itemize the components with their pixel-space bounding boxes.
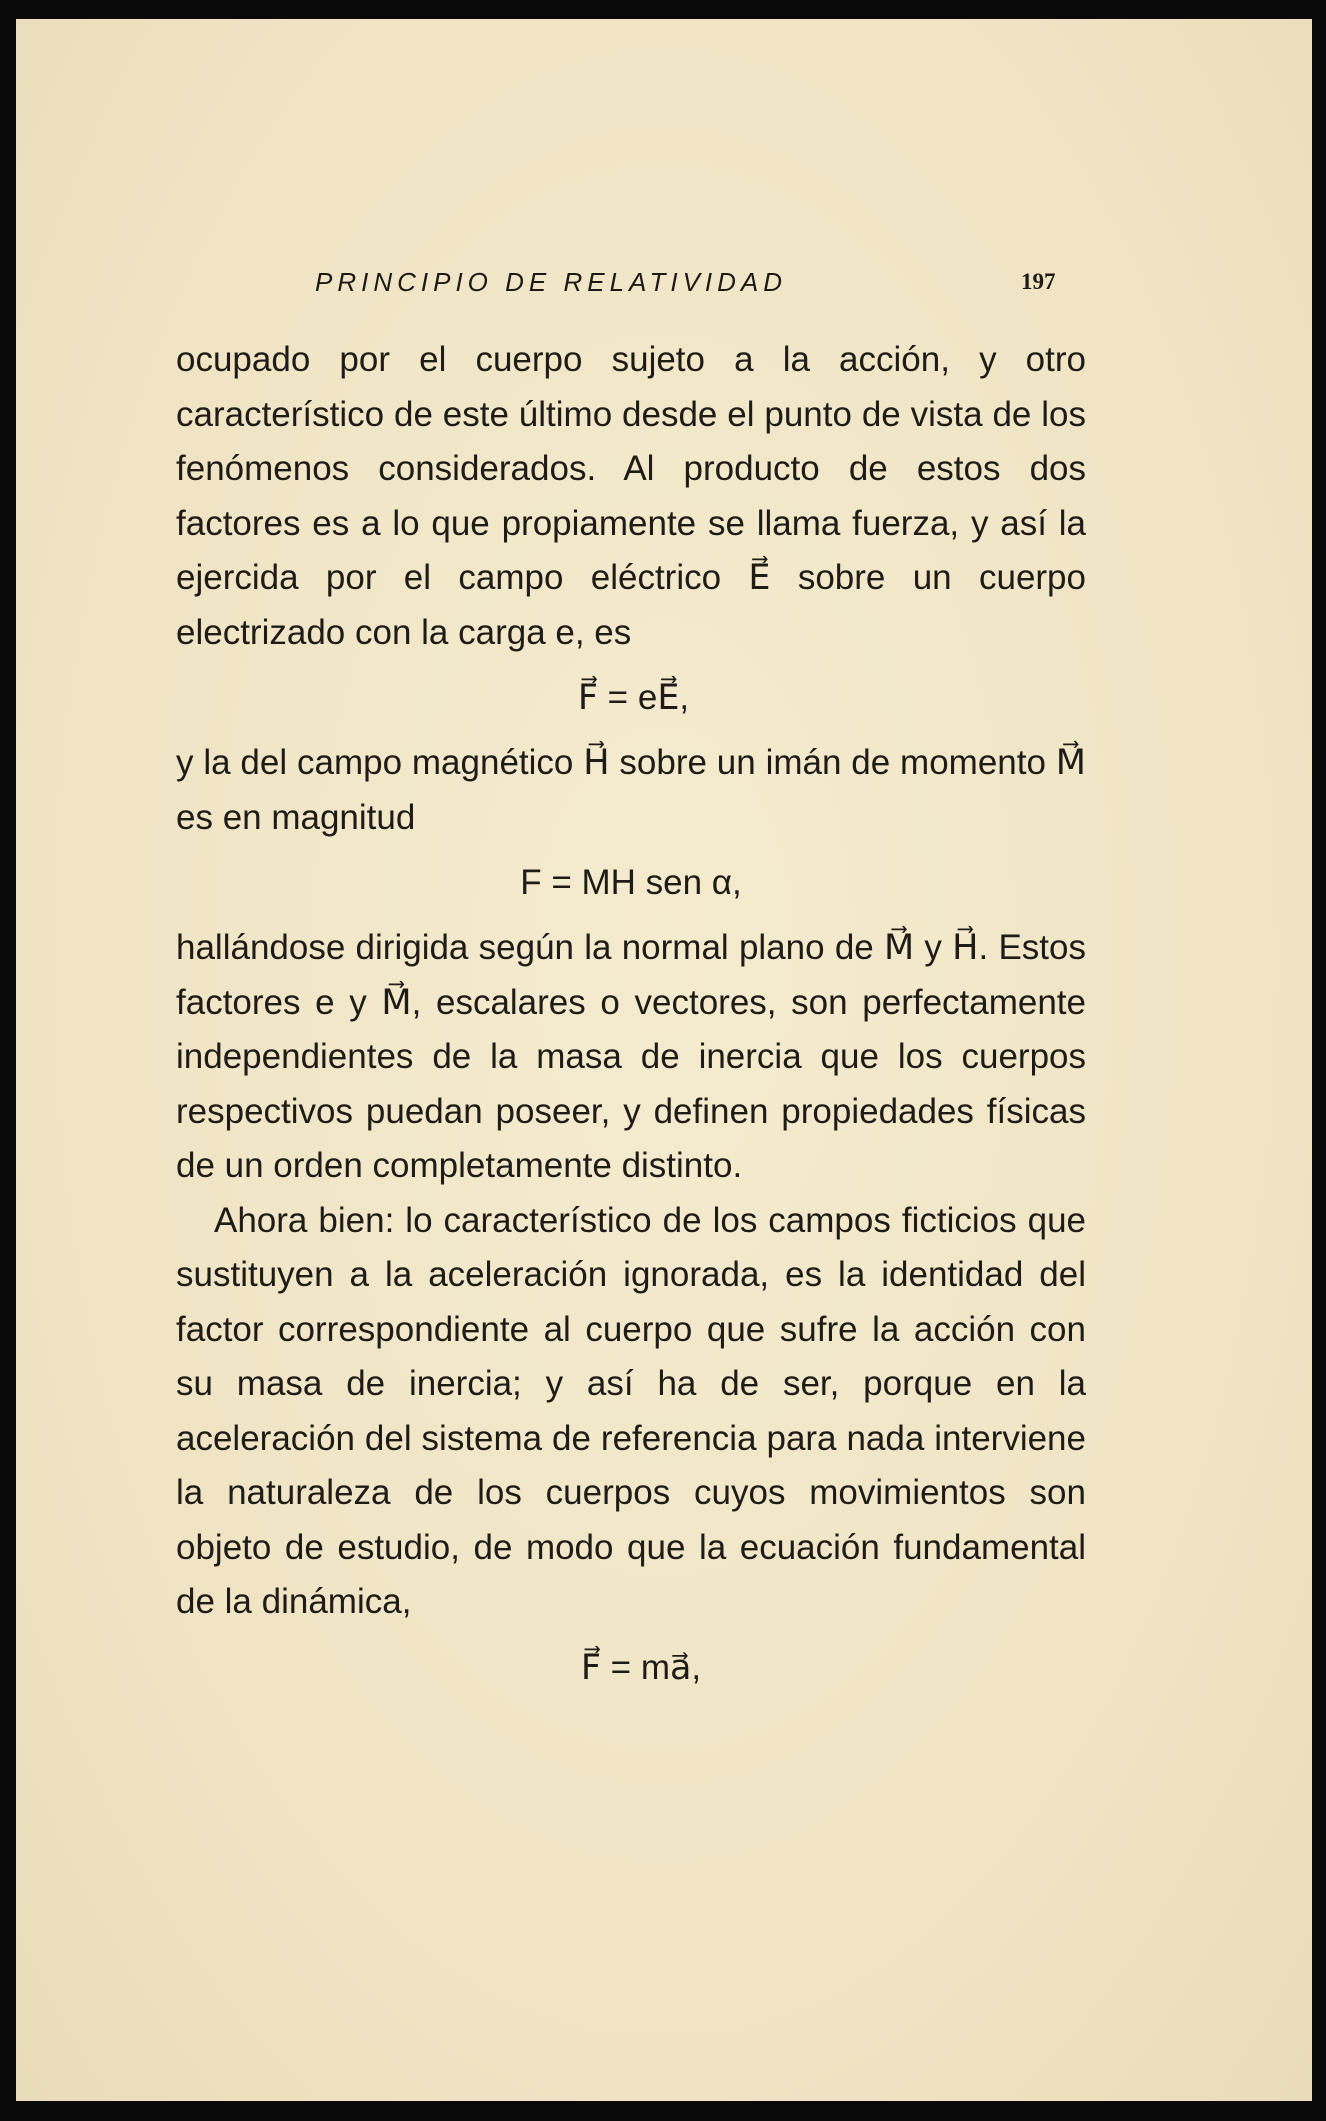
equation-magnetic-force [176, 845, 1086, 921]
page-number: 197 [1021, 269, 1056, 294]
paragraph-3: hallándose dirigida según la normal plano de M⃗ y H⃗. Estos factores e y M⃗, escalares o vectores, son perfectamente independientes de la masa de inercia que los cuerpos respectivos puedan poseer, y definen propiedades físicas de un orden completamente distinto. [176, 928, 1086, 1185]
equation-2-text: F = MH sen α, [520, 863, 742, 902]
paragraph-2: y la del campo magnético H⃗ sobre un imán de momento M⃗ es en magnitud [176, 743, 1086, 837]
equation-1-text: F⃗ = eE⃗, [577, 678, 690, 717]
page-body [176, 333, 1086, 1706]
paragraph-1: ocupado por el cuerpo sujeto a la acción, y otro característico de este último desde el punto de vista de los fenómenos considerados. Al producto de estos dos factores es a lo que propiamente se llama fuerza, y así la ejercida por el campo eléctrico E⃗ sobre un cuerpo electrizado con la carga e, es [176, 340, 1086, 652]
book-page [16, 19, 1312, 2101]
equation-electric-force [176, 660, 1086, 736]
equation-3-text: F⃗ = ma⃗, [580, 1647, 702, 1687]
page-header [16, 267, 1312, 307]
running-title: PRINCIPIO DE RELATIVIDAD [315, 267, 788, 297]
equation-dynamics [176, 1630, 1086, 1706]
paragraph-4: Ahora bien: lo característico de los campos ficticios que sustituyen a la aceleración ignorada, es la identidad del factor correspondiente al cuerpo que sufre la acción con su masa de inercia; y así ha de ser, porque en la aceleración del sistema de referencia para nada interviene la naturaleza de los cuerpos cuyos movimientos son objeto de estudio, de modo que la ecuación fundamental de la dinámica, [176, 1200, 1086, 1621]
